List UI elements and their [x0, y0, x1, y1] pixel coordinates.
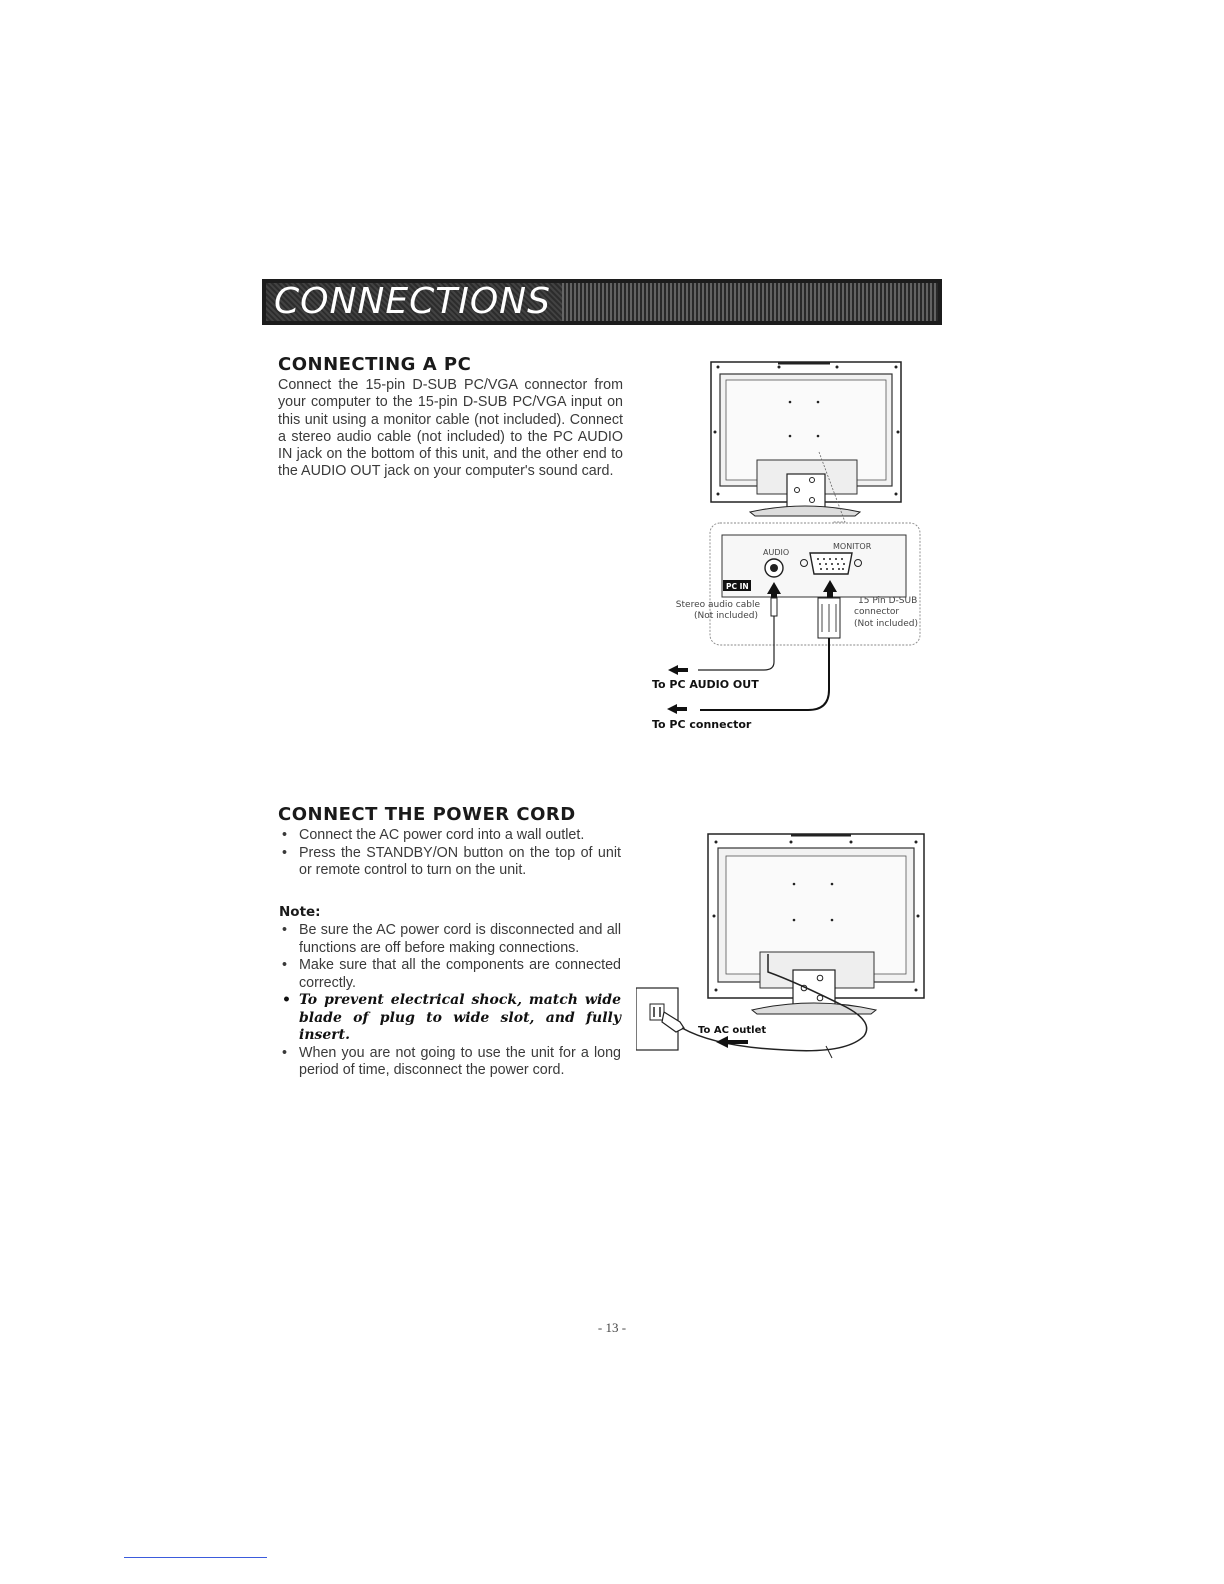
- stereo-cable-label-1: Stereo audio cable: [675, 600, 760, 610]
- banner-pattern-right: [562, 283, 938, 321]
- note-bullet-warning: • To prevent electrical shock, match wide blade of plug to wide slot, and fully insert.: [279, 992, 621, 1045]
- note-bullet-1: • Be sure the AC power cord is disconnected and all functions are off before making connections.: [279, 922, 621, 957]
- note-bullet-2: • Make sure that all the components are connected correctly.: [279, 957, 621, 992]
- dsub-label-2: connector: [854, 607, 900, 617]
- power-bullet-2: • Press the STANDBY/ON button on the top of unit or remote control to turn on the unit.: [279, 845, 621, 880]
- to-pc-audio-out-label: To PC AUDIO OUT: [652, 678, 759, 691]
- to-pc-connector-label: To PC connector: [652, 718, 752, 731]
- pc-in-label: PC IN: [726, 582, 749, 591]
- audio-label: AUDIO: [763, 548, 790, 557]
- banner-title: CONNECTIONS: [274, 281, 551, 322]
- section-banner: [262, 279, 942, 325]
- note-bullet-list: [279, 922, 621, 1080]
- footer-link-underline: [124, 1557, 267, 1558]
- power-bullet-1: • Connect the AC power cord into a wall outlet.: [279, 827, 621, 845]
- paragraph-connecting-pc: Connect the 15-pin D-SUB PC/VGA connector from your computer to the 15-pin D-SUB PC/VGA input on this unit using a monitor cable (not included). Connect a stereo audio cable (not included) to the PC AUDIO IN jack on the bottom of this unit, and the other end to the AUDIO OUT jack on your computer's sound card.: [278, 377, 623, 480]
- monitor-label: MONITOR: [833, 542, 872, 551]
- to-ac-outlet-label: To AC outlet: [698, 1025, 767, 1036]
- dsub-label-3: (Not included): [854, 619, 918, 629]
- heading-connecting-pc: CONNECTING A PC: [278, 354, 472, 375]
- note-bullet-4: • When you are not going to use the unit for a long period of time, disconnect the power cord.: [279, 1045, 621, 1080]
- heading-power-cord: CONNECT THE POWER CORD: [278, 804, 576, 825]
- power-bullet-list: [279, 827, 621, 880]
- note-label: Note:: [279, 904, 321, 920]
- page-number: - 13 -: [597, 1320, 627, 1335]
- pc-connection-diagram: [640, 360, 940, 732]
- power-connection-diagram: [636, 832, 932, 1074]
- stereo-cable-label-2: (Not included): [694, 611, 758, 621]
- dsub-label-1: 15 Pin D-SUB: [858, 596, 918, 606]
